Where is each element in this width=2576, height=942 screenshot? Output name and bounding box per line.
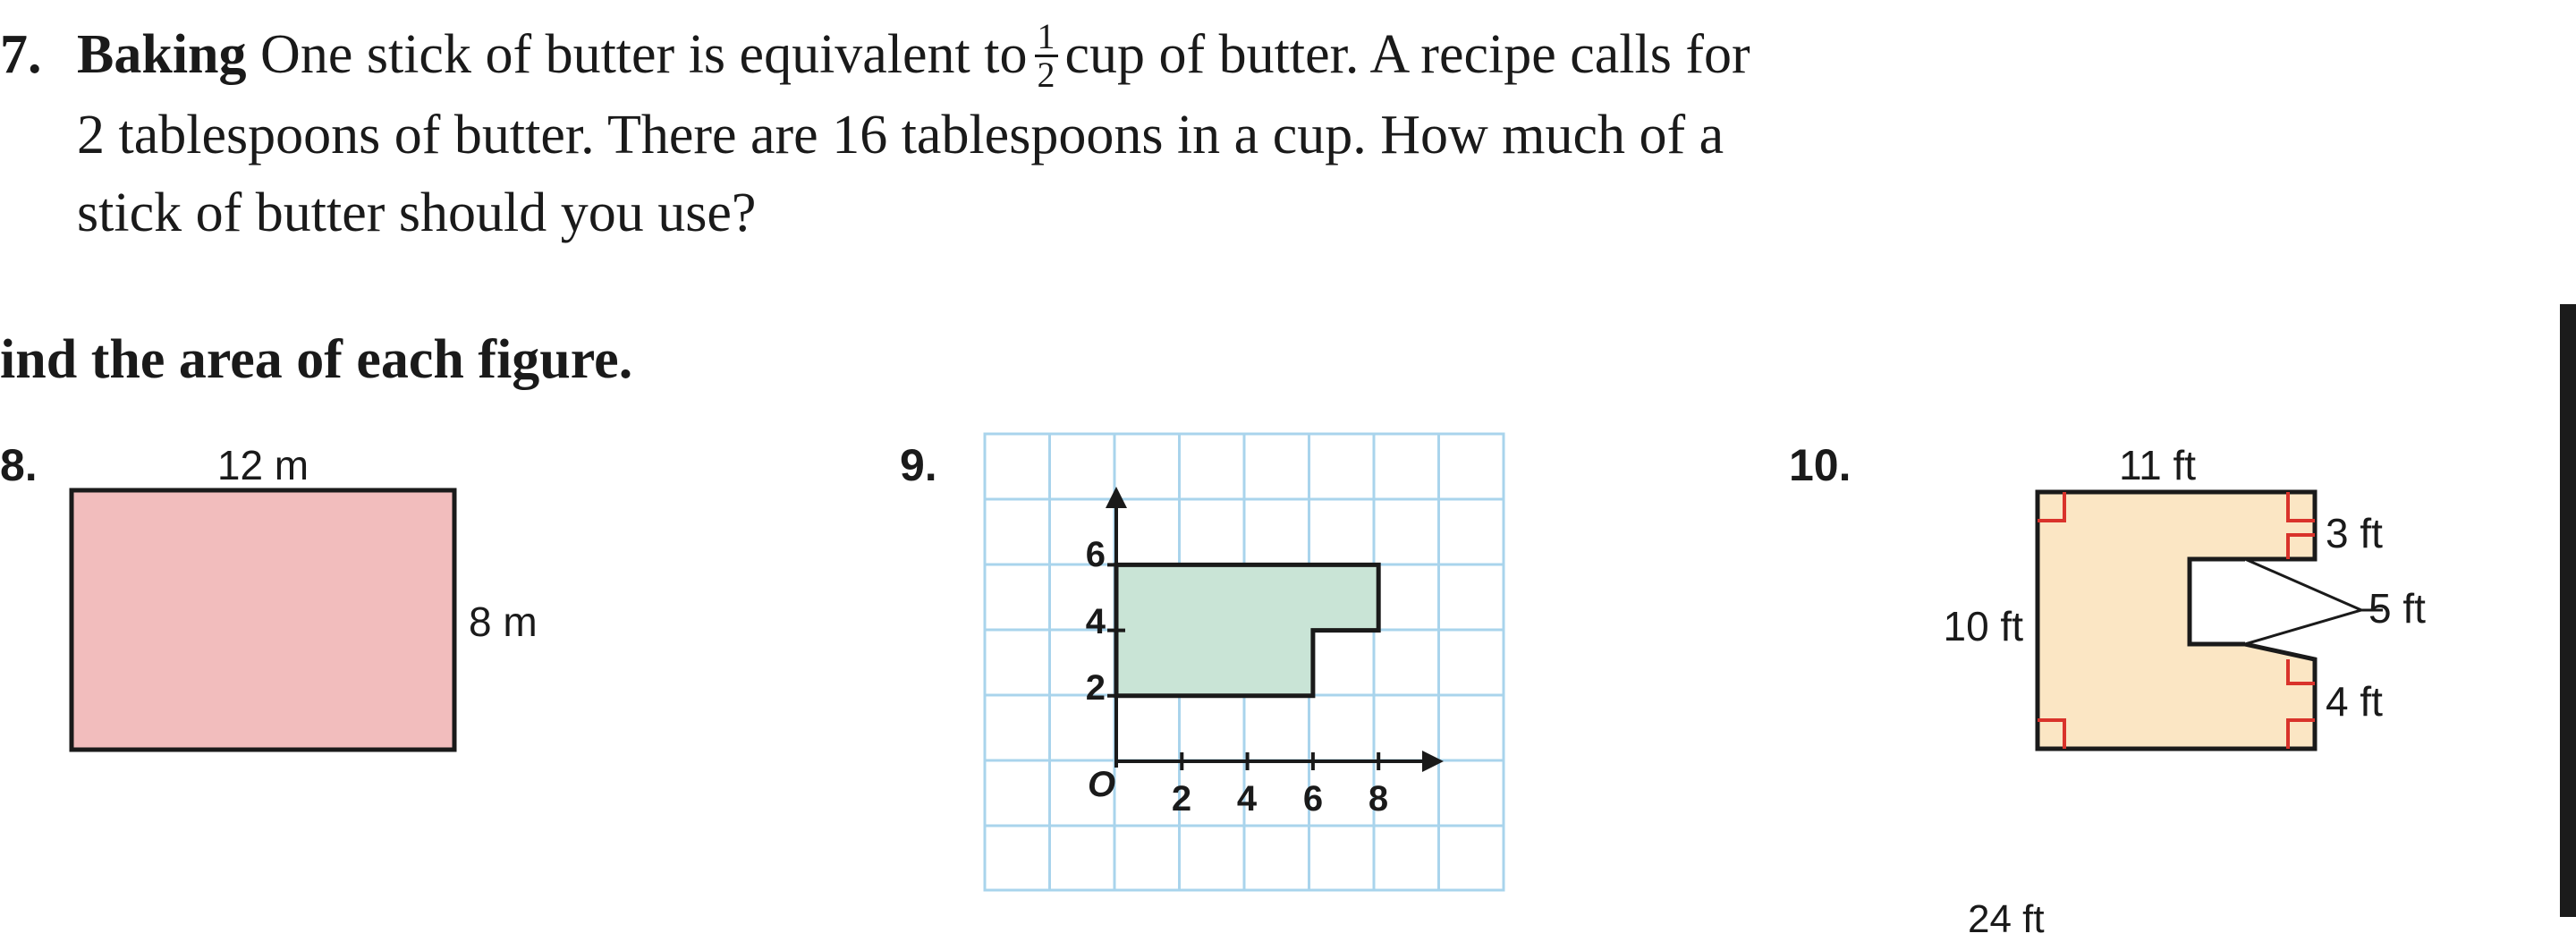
upper-right-length-label: 3 ft: [2326, 510, 2383, 556]
problem-number: 7.: [0, 24, 42, 85]
problem-number: 8.: [0, 440, 38, 490]
fraction-denominator: 2: [1035, 55, 1058, 93]
problem-7-line-3: stick of butter should you use?: [77, 182, 757, 244]
left-length-label: 10 ft: [1943, 603, 2023, 649]
width-label: 12 m: [216, 442, 309, 488]
y-tick-label: 4: [1085, 602, 1106, 641]
notch-length-label: 5 ft: [2368, 585, 2426, 632]
problem-7-line-2: 2 tablespoons of butter. There are 16 tablespoons in a cup. How much of a: [77, 105, 1724, 166]
lower-right-length-label: 4 ft: [2326, 678, 2383, 725]
section-instruction: ind the area of each figure.: [0, 329, 633, 390]
y-tick-label: 6: [1085, 535, 1106, 574]
y-tick-label: 2: [1085, 668, 1106, 708]
edge-bar: [2560, 304, 2576, 917]
text-before-fraction: One stick of butter is equivalent to: [260, 24, 1028, 85]
x-tick-label: 6: [1302, 779, 1324, 819]
x-tick-label: 4: [1236, 779, 1258, 819]
height-label: 8 m: [469, 598, 538, 645]
x-tick-label: 2: [1171, 779, 1192, 819]
problem-keyword: Baking: [77, 24, 247, 85]
text-after-fraction: cup of butter. A recipe calls for: [1064, 24, 1750, 85]
problem-number: 10.: [1789, 440, 1852, 490]
cutout-wedge: [2245, 559, 2361, 644]
top-length-label: 11 ft: [2118, 442, 2197, 488]
problem-number: 9.: [900, 440, 937, 490]
origin-label: O: [1088, 765, 1116, 804]
cutout-rectangle: [2190, 559, 2245, 644]
fraction-numerator: 1: [1037, 16, 1055, 57]
x-tick-label: 8: [1368, 779, 1389, 819]
cutoff-text: 24 ft: [1968, 897, 2045, 941]
